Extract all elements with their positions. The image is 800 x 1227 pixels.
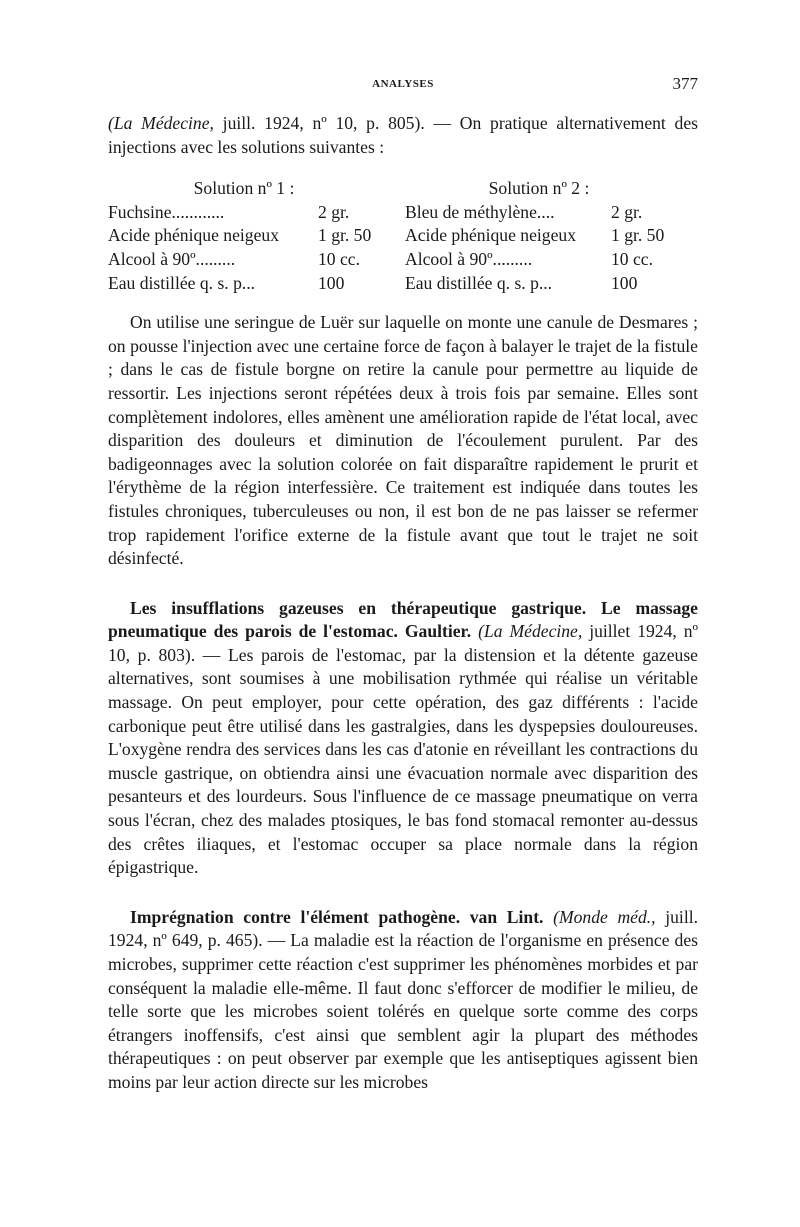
solution-row	[108, 201, 380, 225]
article-impregnation	[108, 906, 698, 1095]
ingredient-qty: 2 gr.	[611, 201, 643, 222]
intro-paragraph	[108, 112, 698, 159]
ingredient-qty: 100	[611, 272, 638, 293]
solution-row	[405, 201, 673, 225]
ingredient-name: Bleu de méthylène....	[405, 201, 555, 222]
running-title: ANALYSES	[372, 78, 434, 90]
body-paragraph-1: On utilise une seringue de Luër sur laquelle on monte une canule de Desmares ; on pousse l'injection avec une certaine force de façon à balayer le trajet de la fistule ; dans le cas de fistule borgne on retire la canule pour permettre au liquide de ressortir. Les injections seront répétées deux à trois fois par semaine. Elles sont complètement indolores, elles amènent une amélioration rapide de l'état local, avec disparition des douleurs et diminution de l'écoulement purulent. Par des badigeonnages avec la solution colorée on fait disparaître rapidement le prurit et l'érythème de la région interfessière. Ce traitement est indiquée dans toutes les fistules chroniques, tuberculeuses ou non, il est bon de ne pas laisser se refermer trop rapidement l'orifice externe de la fistule avant que tout le trajet ne soit désinfecté.	[108, 312, 698, 569]
ingredient-qty: 10 cc.	[611, 248, 654, 269]
solution-1	[108, 177, 380, 295]
ingredient-name: Acide phénique neigeux	[405, 225, 576, 246]
page-header	[108, 70, 698, 98]
ingredient-name: Acide phénique neigeux	[108, 225, 279, 246]
solution-2-heading: Solution nº 2 :	[488, 178, 590, 199]
solution-1-heading: Solution nº 1 :	[193, 178, 295, 199]
ingredient-qty: 100	[318, 272, 345, 293]
article-title: Les insufflations gazeuses en thérapeutique gastrique. Le massage pneumatique des parois de l'estomac. Gaultier.	[108, 597, 698, 642]
page-number: 377	[672, 74, 698, 93]
solution-row	[405, 248, 673, 272]
article-text: juillet 1924, nº 10, p. 803). — Les parois de l'estomac, par la distension et la détente gazeuse alternatives, sont soumises à une mobilisation rythmée qui réalise un véritable massage. On peut employer, pour cette opération, des gaz différents : l'acide carbonique peut être utilisé dans les gastralgies, dans les dyspepsies douloureuses. L'oxygène rendra des services dans les cas d'atonie en réveillant les contractions du muscle gastrique, on obtiendra ainsi une évacuation normale avec disparition des pesanteurs et des lourdeurs. Sous l'influence de ce massage pneumatique on verra sous l'écran, chez des malades ptosiques, le bas fond stomacal remonter au-dessus des crêtes iliaques, et l'estomac occuper sa place normale dans la région épigastrique.	[108, 621, 698, 878]
ingredient-name: Fuchsine............	[108, 201, 225, 222]
solution-row	[405, 272, 673, 296]
ingredient-qty: 10 cc.	[318, 248, 361, 269]
article-journal: (La Médecine,	[478, 621, 583, 642]
solution-row	[108, 224, 380, 248]
solutions-table	[108, 177, 673, 295]
ingredient-name: Alcool à 90º.........	[405, 248, 533, 269]
solution-row	[108, 248, 380, 272]
page	[108, 70, 698, 1095]
ingredient-name: Alcool à 90º.........	[108, 248, 236, 269]
article-text: juill. 1924, nº 649, p. 465). — La maladie est la réaction de l'organisme en présence des microbes, supprimer cette réaction c'est supprimer les phénomènes morbides et par conséquent la maladie elle-même. Il faut donc s'efforcer de modifier le milieu, de telle sorte que les microbes soient tolérés en quelque sorte comme des corps étrangers inoffensifs, c'est ainsi que semblent agir la plupart des méthodes thérapeutiques : on peut observer par exemple que les antiseptiques agissent bien moins par leur action directe sur les microbes	[108, 906, 698, 1092]
article-title: Imprégnation contre l'élément pathogène. van Lint.	[130, 906, 544, 927]
ingredient-name: Eau distillée q. s. p...	[108, 272, 256, 293]
intro-text: juill. 1924, nº 10, p. 805). — On pratique alternativement des injections avec les solutions suivantes :	[108, 113, 698, 157]
ingredient-qty: 1 gr. 50	[611, 225, 665, 246]
solution-row	[405, 224, 673, 248]
ingredient-qty: 2 gr.	[318, 201, 350, 222]
ingredient-qty: 1 gr. 50	[318, 225, 372, 246]
article-insufflations	[108, 597, 698, 880]
solution-2	[405, 177, 673, 295]
ingredient-name: Eau distillée q. s. p...	[405, 272, 553, 293]
article-journal: (Monde méd.,	[553, 906, 656, 927]
intro-journal: (La Médecine,	[108, 113, 214, 133]
solution-row	[108, 272, 380, 296]
